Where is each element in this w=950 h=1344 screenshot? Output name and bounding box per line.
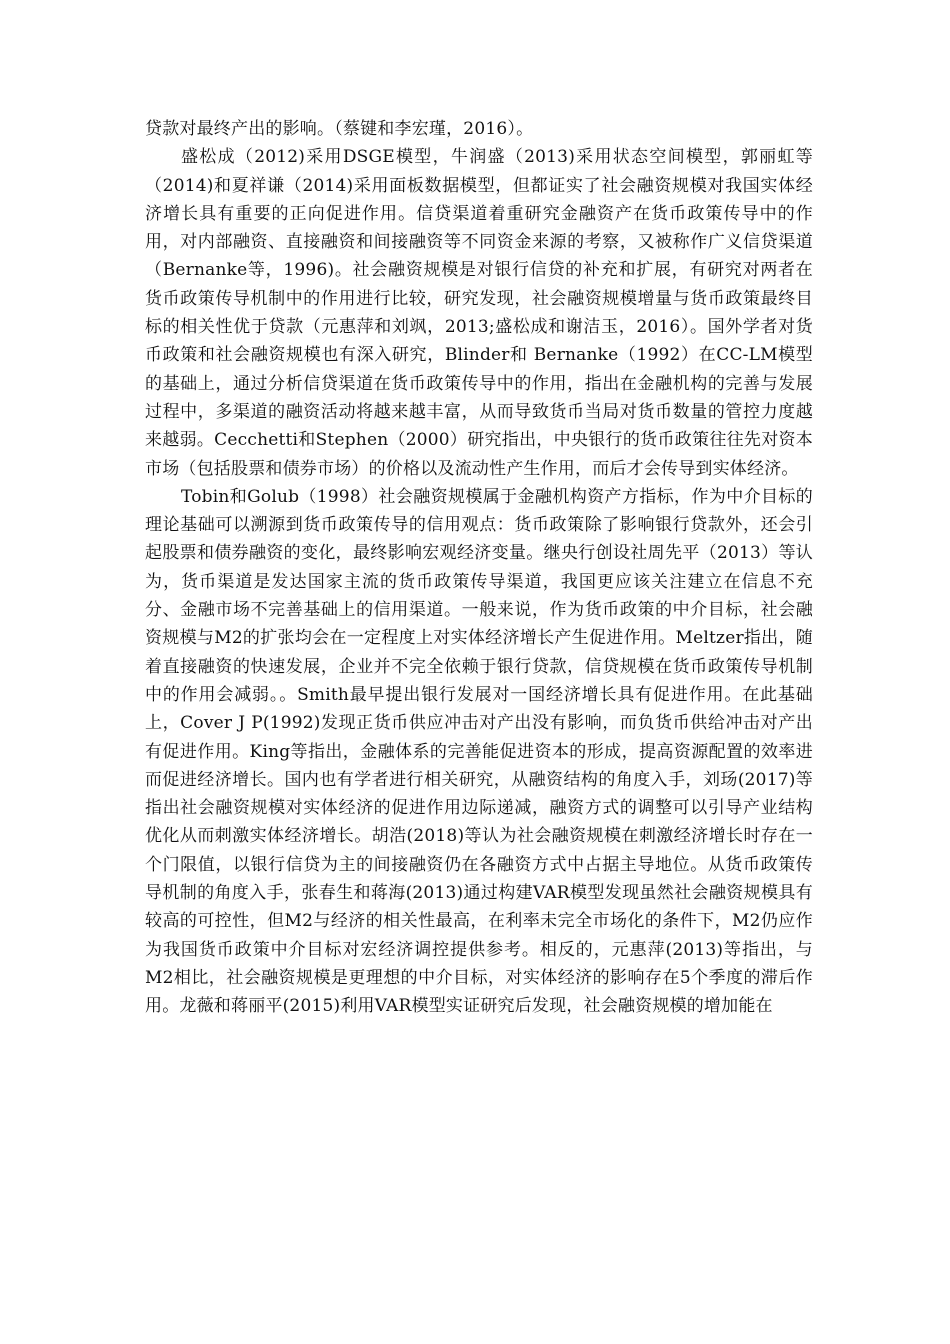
paragraph-1: 贷款对最终产出的影响。（蔡键和李宏瑾，2016）。 xyxy=(145,119,534,139)
document-body xyxy=(145,115,813,1021)
paragraph-3: Tobin和Golub（1998）社会融资规模属于金融机构资产方指标，作为中介目标的理论基础可以溯源到货币政策传导的信用观点：货币政策除了影响银行贷款外，还会引起股票和债券融资的变化，最终影响宏观经济变量。继央行创设社周先平（2013）等认为，货币渠道是发达国家主流的货币政策传导渠道，我国更应该关注建立在信息不充分、金融市场不完善基础上的信用渠道。一般来说，作为货币政策的中介目标，社会融资规模与M2的扩张均会在一定程度上对实体经济增长产生促进作用。Meltzer指出，随着直接融资的快速发展，企业并不完全依赖于银行贷款，信贷规模在货币政策传导机制中的作用会减弱。。Smith最早提出银行发展对一国经济增长具有促进作用。在此基础上，Cover J P(1992)发现正货币供应冲击对产出没有影响，而负货币供给冲击对产出有促进作用。King等指出，金融体系的完善能促进资本的形成，提高资源配置的效率进而促进经济增长。国内也有学者进行相关研究，从融资结构的角度入手，刘玚(2017)等指出社会融资规模对实体经济的促进作用边际递减，融资方式的调整可以引导产业结构优化从而刺激实体经济增长。胡浩(2018)等认为社会融资规模在刺激经济增长时存在一个门限值，以银行信贷为主的间接融资仍在各融资方式中占据主导地位。从货币政策传导机制的角度入手，张春生和蒋海(2013)通过构建VAR模型发现虽然社会融资规模具有较高的可控性，但M2与经济的相关性最高，在利率未完全市场化的条件下，M2仍应作为我国货币政策中介目标对宏经济调控提供参考。相反的，元惠萍(2013)等指出，与M2相比，社会融资规模是更理想的中介目标，对实体经济的影响存在5个季度的滞后作用。龙薇和蒋丽平(2015)利用VAR模型实证研究后发现，社会融资规模的增加能在 xyxy=(145,486,813,1017)
paragraph-2: 盛松成（2012)采用DSGE模型，牛润盛（2013)采用状态空间模型，郭丽虹等（2014)和夏祥谦（2014)采用面板数据模型，但都证实了社会融资规模对我国实体经济增长具有重要的正向促进作用。信贷渠道着重研究金融资产在货币政策传导中的作用，对内部融资、直接融资和间接融资等不同资金来源的考察，又被称作广义信贷渠道（Bernanke等，1996)。社会融资规模是对银行信贷的补充和扩展，有研究对两者在货币政策传导机制中的作用进行比较，研究发现，社会融资规模增量与货币政策最终目标的相关性优于贷款（元惠萍和刘飒，2013;盛松成和谢洁玉，2016）。国外学者对货币政策和社会融资规模也有深入研究，Blinder和 Bernanke（1992）在CC-LM模型的基础上，通过分析信贷渠道在货币政策传导中的作用，指出在金融机构的完善与发展过程中，多渠道的融资活动将越来越丰富，从而导致货币当局对货币数量的管控力度越来越弱。Cecchetti和Stephen（2000）研究指出，中央银行的货币政策往往先对资本市场（包括股票和债券市场）的价格以及流动性产生作用，而后才会传导到实体经济。 xyxy=(145,147,813,479)
